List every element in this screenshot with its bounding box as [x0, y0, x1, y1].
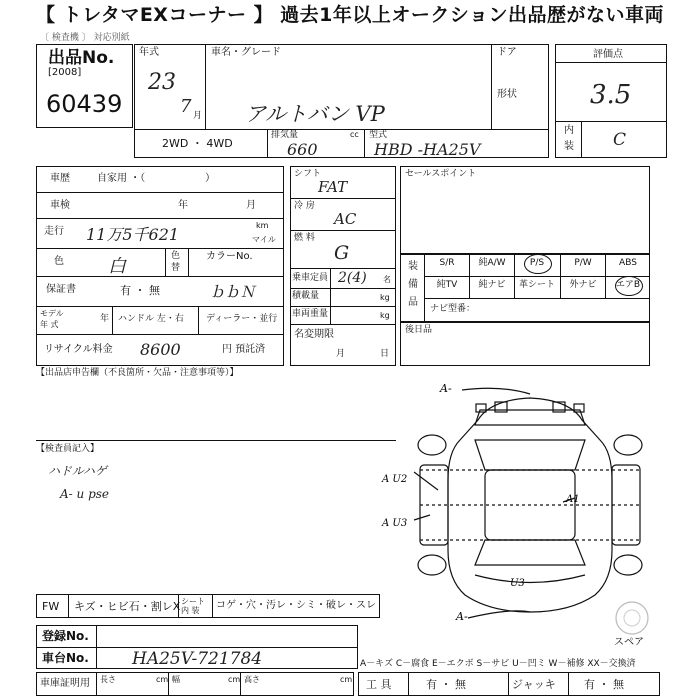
equipment-item: ABS — [619, 258, 637, 268]
jack-value: 有 ・ 無 — [584, 678, 624, 691]
sales-point-box — [400, 166, 650, 254]
handle-label: ハンドル 左・右 — [118, 314, 184, 324]
load-label: 積載量 — [292, 291, 320, 301]
change-month: 月 — [336, 349, 346, 359]
height-label: 高さ — [244, 675, 260, 684]
mileage-unit-mile: マイル — [252, 235, 276, 244]
score-value: 3.5 — [590, 80, 632, 110]
ac-value: AC — [334, 210, 357, 228]
history-value: 自家用 ・（ ） — [97, 173, 216, 184]
interior-label-1: 内 — [564, 125, 574, 136]
navi-label: ナビ型番： — [430, 304, 476, 314]
recycle-label: リサイクル料金 — [44, 344, 113, 355]
change-label: 名変期限 — [294, 329, 334, 340]
color-label: 色 — [54, 256, 64, 267]
seat-value: コゲ・穴・汚レ・シミ・破レ・スレ — [216, 600, 376, 611]
fuel-label: 燃 料 — [294, 233, 315, 243]
shift-value: FAT — [318, 178, 348, 196]
displacement-unit: cc — [350, 130, 359, 139]
mark-rear: U3 — [510, 578, 525, 589]
shift-label: シフト — [294, 169, 322, 179]
fuel-value: G — [334, 242, 350, 264]
recycle-unit: 円 預託済 — [222, 344, 266, 355]
mark-bottom: A- — [456, 610, 468, 620]
color-change-label-2: 替 — [171, 263, 181, 273]
equipment-item: P/S — [529, 258, 545, 268]
score-label: 評価点 — [593, 49, 623, 60]
model-year-label-1: モデル — [40, 309, 64, 318]
interior-value: C — [613, 130, 627, 150]
damage-codes: A－キズ C－腐食 E－エクボ S－サビ U－凹ミ W－補修 XX－交換済 — [360, 659, 636, 669]
mark-front: A- — [440, 382, 452, 395]
mark-left-front: A U2 — [382, 474, 408, 485]
load-unit: kg — [380, 293, 390, 302]
recycle-value: 8600 — [140, 340, 181, 359]
lot-label: 出品No. — [48, 48, 115, 68]
reg-label: 登録No. — [42, 629, 89, 643]
equipment-item: S/R — [439, 258, 455, 268]
dealer-label: ディーラー・並行 — [206, 314, 278, 324]
chassis-value: HA25V-721784 — [132, 649, 263, 669]
history-label: 車歴 — [50, 173, 70, 184]
width-label: 幅 — [172, 675, 180, 684]
model-year-label-2: 年 式 — [40, 320, 59, 329]
drive-label: 2WD ・ 4WD — [162, 137, 233, 150]
mileage-unit-km: km — [256, 221, 269, 230]
color-change-label-1: 色 — [171, 251, 181, 261]
equipment-item: エアB — [615, 280, 641, 290]
lot-number: 60439 — [46, 90, 123, 118]
door-label: ドア — [497, 47, 517, 58]
capacity-value: 2(4) — [338, 270, 367, 286]
inspector-line2: A- u pse — [60, 487, 110, 501]
equipment-item: P/W — [574, 258, 592, 268]
change-day: 日 — [380, 349, 390, 359]
model-label: 型式 — [369, 130, 388, 140]
lot-year-tag: [2008] — [48, 67, 82, 78]
inspection-year: 年 — [178, 200, 188, 211]
cert-label: 車庫証明用 — [40, 678, 90, 689]
length-label: 長さ — [100, 675, 116, 684]
warranty-label: 保証書 — [46, 284, 76, 295]
tool-label: 工 具 — [366, 678, 392, 691]
spare-tire-icon — [614, 600, 650, 636]
seat-label: シート 内 装 — [181, 597, 205, 615]
equipment-label-2: 備 — [408, 279, 418, 290]
tool-value: 有 ・ 無 — [426, 678, 466, 691]
warranty-value: 有 ・ 無 — [120, 284, 160, 297]
inspection-month: 月 — [246, 200, 256, 211]
equipment-label-3: 品 — [408, 297, 418, 308]
model-year-unit: 年 — [100, 314, 110, 324]
length-unit: cm — [156, 675, 169, 684]
name-label: 車名・グレード — [211, 47, 281, 58]
model-value: HBD -HA25V — [374, 140, 481, 159]
displacement-value: 660 — [287, 140, 318, 159]
inspector-line1: ハドルハゲ — [48, 464, 107, 478]
shape-label: 形状 — [497, 89, 517, 100]
displacement-label: 排気量 — [271, 130, 299, 140]
capacity-unit: 名 — [383, 275, 391, 284]
equipment-item: 純TV — [436, 280, 458, 290]
color-value: 白 — [108, 256, 126, 277]
inspector-label: 【検査員記入】 — [36, 444, 100, 454]
equipment-item: 外ナビ — [569, 280, 597, 290]
mileage-label: 走行 — [44, 226, 64, 237]
equipment-circle-mark — [615, 276, 643, 296]
equipment-label-1: 装 — [408, 261, 418, 272]
delivery-box — [400, 322, 650, 366]
name-value: アルトバン VP — [245, 102, 385, 126]
fw-label: FW — [42, 600, 60, 613]
fw-value: キズ・ヒビ石・割レX — [74, 600, 181, 613]
mileage-value: 11万5千621 — [86, 225, 180, 244]
width-unit: cm — [228, 675, 241, 684]
spare-label: スペア — [614, 637, 644, 648]
sales-point-label: セールスポイント — [405, 169, 477, 179]
car-diagram — [380, 380, 670, 620]
jack-label: ジャッキ — [512, 678, 556, 691]
equipment-circle-mark — [524, 254, 552, 274]
equipment-item: 純A/W — [478, 258, 506, 268]
year-label: 年式 — [139, 47, 159, 58]
ac-label: 冷 房 — [294, 201, 315, 211]
month-value: 7 — [180, 96, 192, 117]
mark-left-rear: A U3 — [382, 518, 408, 529]
month-unit: 月 — [193, 111, 203, 121]
equipment-item: 革シート — [518, 280, 555, 290]
page-title: 【 トレタマEXコーナー 】 過去1年以上オークション出品歴がない車両 — [35, 4, 665, 26]
inspection-label: 車検 — [50, 200, 70, 211]
color-no-label: カラーNo. — [206, 251, 253, 262]
notes-label: 【出品店申告欄（不良箇所・欠品・注意事項等）】 — [36, 368, 239, 378]
capacity-label: 乗車定員 — [292, 273, 329, 283]
top-note: 〔 検査機 〕 対応別紙 — [40, 33, 130, 43]
mark-right: A1 — [566, 494, 580, 505]
delivery-label: 後日品 — [405, 325, 433, 335]
height-unit: cm — [340, 675, 353, 684]
interior-label-2: 装 — [564, 141, 574, 152]
chassis-label: 車台No. — [42, 651, 89, 665]
year-value: 23 — [148, 70, 176, 95]
warranty-note: ｂｂＮ — [210, 283, 256, 301]
history-box — [36, 166, 284, 366]
weight-unit: kg — [380, 311, 390, 320]
weight-label: 車両重量 — [292, 309, 329, 319]
equipment-item: 純ナビ — [478, 280, 506, 290]
